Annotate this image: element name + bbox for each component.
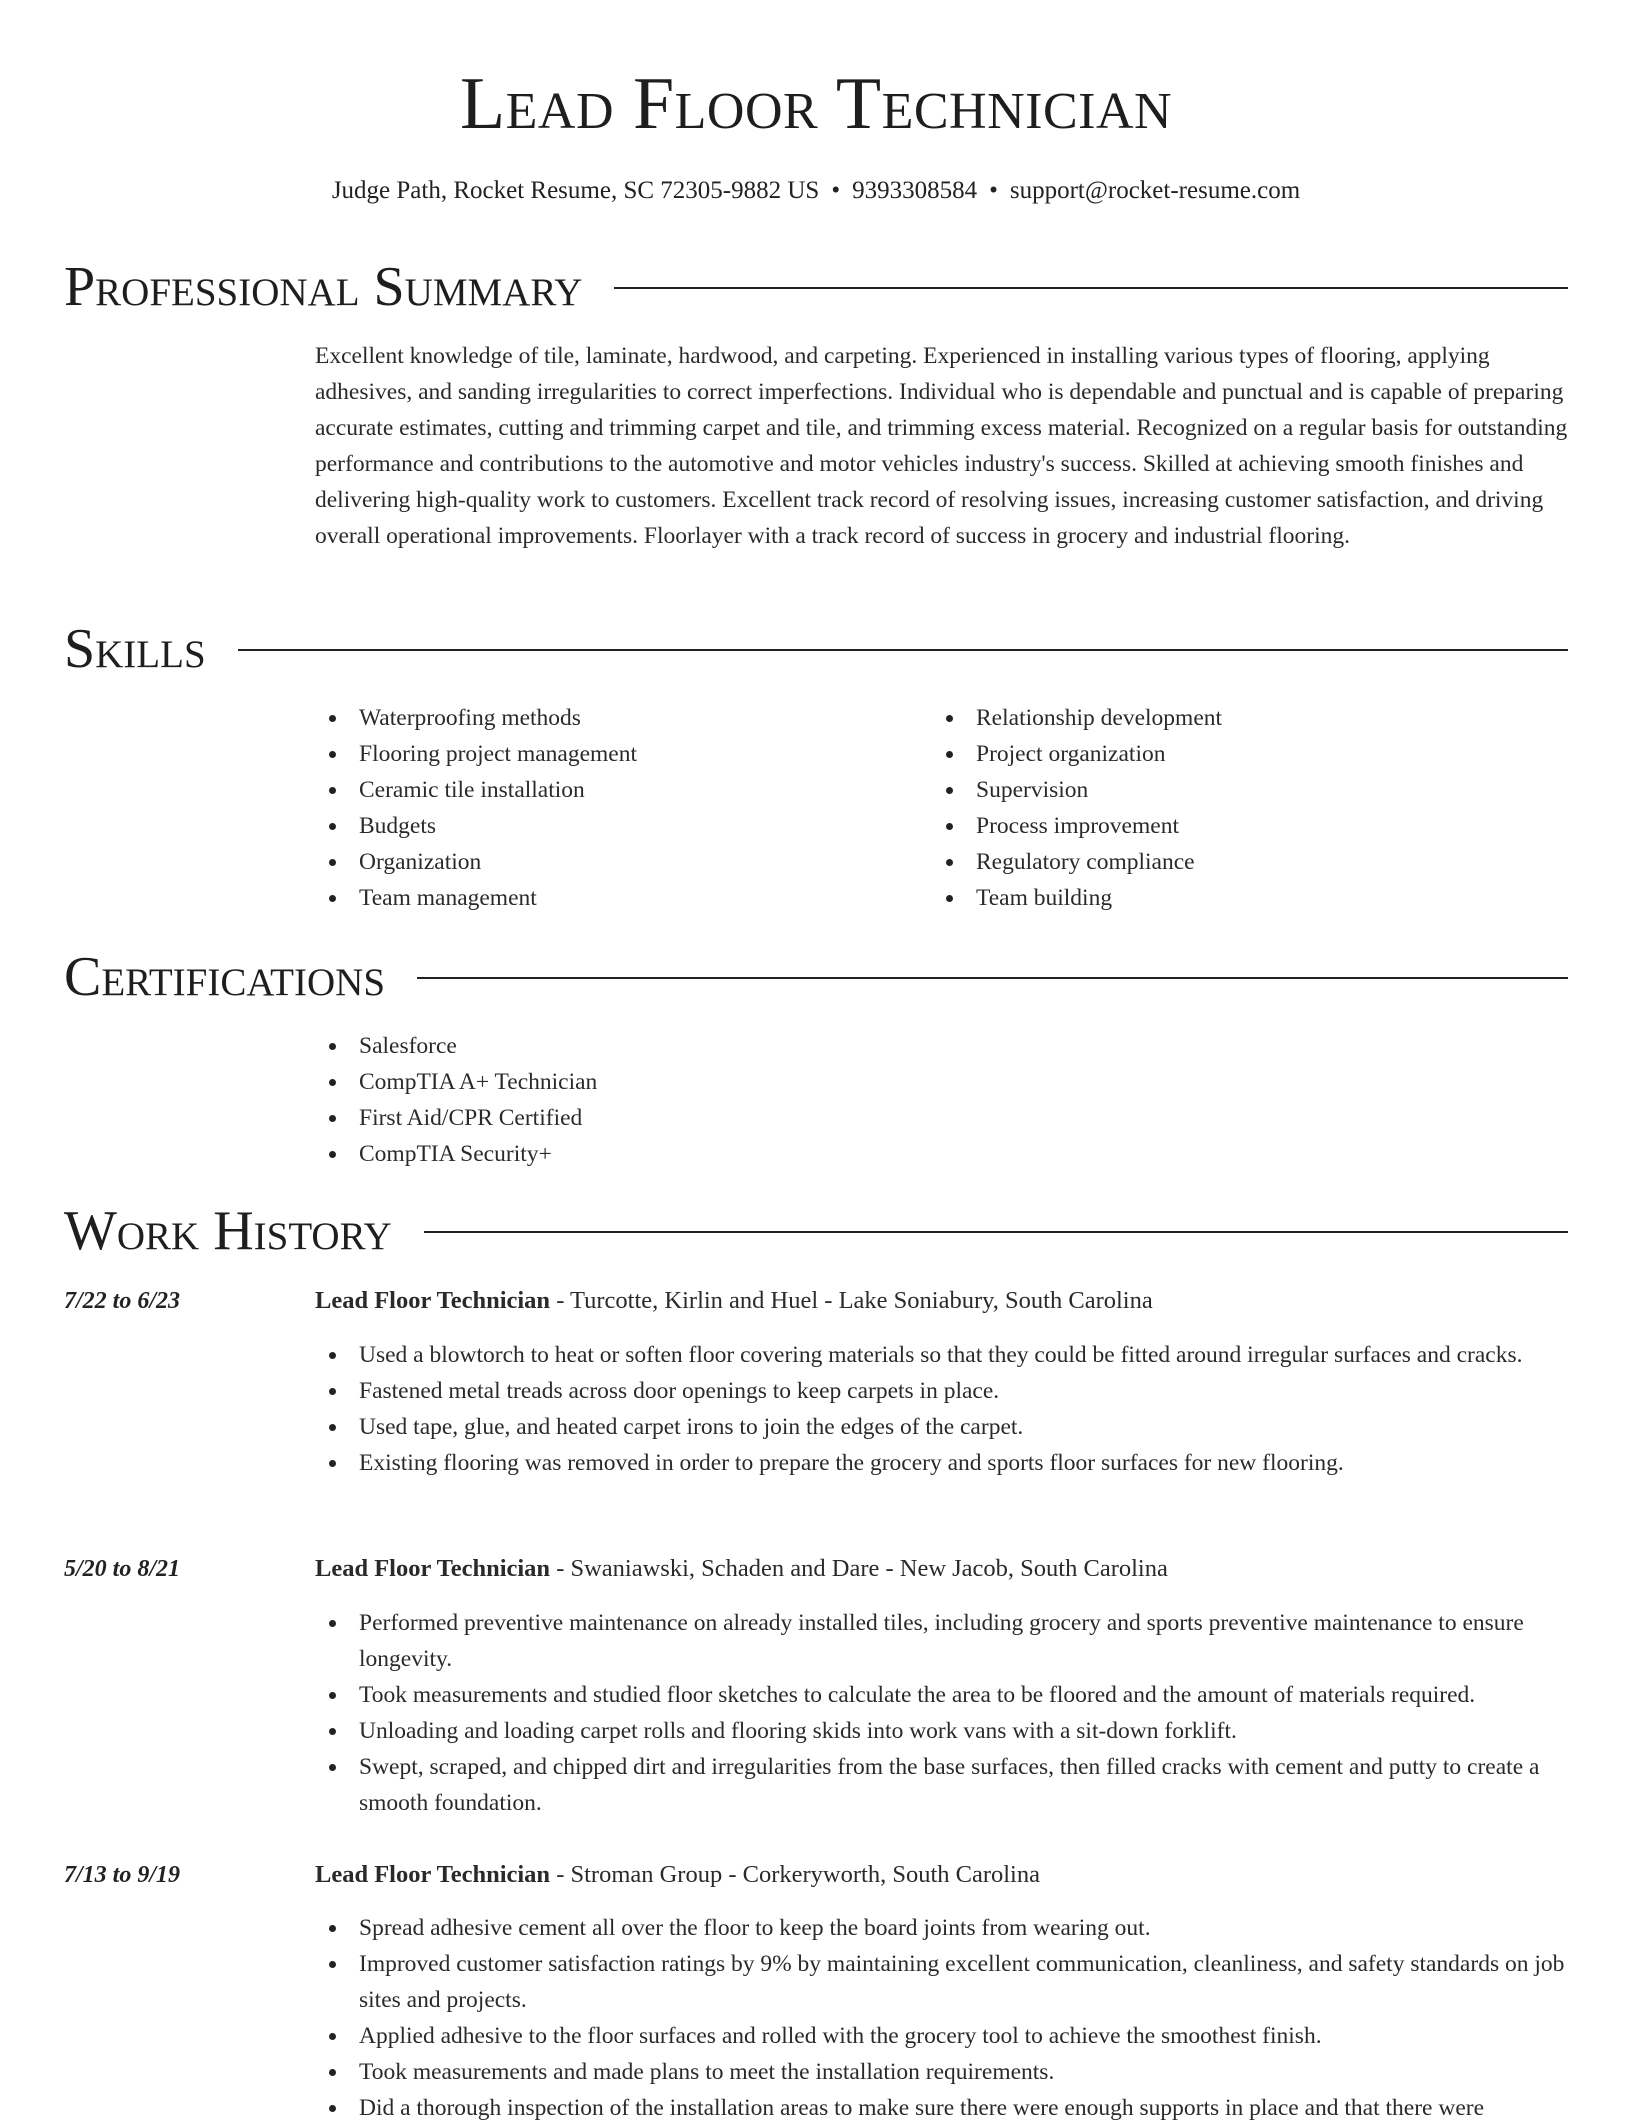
certifications-list (315, 1028, 1570, 1172)
summary-text: Excellent knowledge of tile, laminate, hardwood, and carpeting. Experienced in installing various types of flooring, applying adhesives, and sanding irregularities to correct imperfections. Individual who is dependable and punctual and is capable of preparing accurate estimates, cutting and trimming carpet and tile, and trimming excess material. Recognized on a regular basis for outstanding performance and contributions to the automotive and motor vehicles industry's success. Skilled at achieving smooth finishes and delivering high-quality work to customers. Excellent track record of resolving issues, increasing customer satisfaction, and driving overall operational improvements. Floorlayer with a track record of success in grocery and industrial flooring. (315, 343, 1568, 549)
job-bullet: Existing flooring was removed in order to prepare the grocery and sports floor surfaces for new flooring. (315, 1445, 1570, 1481)
section-divider (424, 1231, 1568, 1233)
skill-item: Team building (932, 880, 1532, 916)
job-bullet: Applied adhesive to the floor surfaces and rolled with the grocery tool to achieve the smoothest finish. (315, 2018, 1570, 2054)
skill-item: Relationship development (932, 700, 1532, 736)
skill-item: Supervision (932, 772, 1532, 808)
job-bullet: Fastened metal treads across door openings to keep carpets in place. (315, 1373, 1570, 1409)
section-title: Work History (64, 1200, 392, 1262)
job-bullet: Did a thorough inspection of the installation areas to make sure there were enough supports in place and that there were (315, 2090, 1570, 2126)
job-role: Lead Floor Technician (315, 1555, 551, 1582)
job-dates: 5/20 to 8/21 (64, 1556, 181, 1582)
job-bullets (315, 1605, 1570, 1821)
job-employer: - Turcotte, Kirlin and Huel - Lake Soniabury, South Carolina (550, 1287, 1153, 1314)
job-title-line (315, 1283, 1570, 1319)
skill-item: Process improvement (932, 808, 1532, 844)
section-title: Certifications (64, 946, 386, 1008)
job-bullets (315, 1910, 1570, 2126)
job-bullet: Spread adhesive cement all over the floor to keep the board joints from wearing out. (315, 1910, 1570, 1946)
skill-item: Regulatory compliance (932, 844, 1532, 880)
section-divider (417, 977, 1568, 979)
section-title: Skills (64, 618, 206, 680)
skills-list-left (315, 700, 915, 916)
job-title-line (315, 1857, 1570, 1893)
contact-separator: • (831, 177, 841, 204)
section-divider (614, 287, 1568, 289)
job-dates: 7/13 to 9/19 (64, 1862, 181, 1888)
skill-item: Budgets (315, 808, 915, 844)
job-bullet: Took measurements and made plans to meet the installation requirements. (315, 2054, 1570, 2090)
job-title-line (315, 1551, 1570, 1587)
job-bullet: Swept, scraped, and chipped dirt and irregularities from the base surfaces, then filled cracks with cement and putty to create a smooth foundation. (315, 1749, 1570, 1821)
job-role: Lead Floor Technician (315, 1861, 551, 1888)
section-title: Professional Summary (64, 256, 583, 318)
contact-address: Judge Path, Rocket Resume, SC 72305-9882 US (331, 177, 820, 204)
job-employer: - Swaniawski, Schaden and Dare - New Jacob, South Carolina (550, 1555, 1168, 1582)
contact-email: support@rocket-resume.com (1009, 177, 1301, 204)
certification-item: First Aid/CPR Certified (315, 1100, 1570, 1136)
skill-item: Flooring project management (315, 736, 915, 772)
skill-item: Project organization (932, 736, 1532, 772)
job-bullet: Used tape, glue, and heated carpet irons to join the edges of the carpet. (315, 1409, 1570, 1445)
section-skills-header (64, 614, 1568, 684)
job-bullets (315, 1337, 1570, 1481)
section-summary-header (64, 252, 1568, 322)
job-bullet: Performed preventive maintenance on already installed tiles, including grocery and sports preventive maintenance to ensure longevity. (315, 1605, 1570, 1677)
job-bullet: Improved customer satisfaction ratings by 9% by maintaining excellent communication, cleanliness, and safety standards on job sites and projects. (315, 1946, 1570, 2018)
job-bullet: Unloading and loading carpet rolls and flooring skids into work vans with a sit-down forklift. (315, 1713, 1570, 1749)
skill-item: Waterproofing methods (315, 700, 915, 736)
skill-item: Team management (315, 880, 915, 916)
section-work-history-header (64, 1196, 1568, 1266)
contact-line (0, 175, 1632, 207)
skill-item: Organization (315, 844, 915, 880)
certification-item: CompTIA A+ Technician (315, 1064, 1570, 1100)
resume-name: Lead Floor Technician (459, 63, 1173, 145)
job-dates: 7/22 to 6/23 (64, 1288, 181, 1314)
skills-list-right (932, 700, 1532, 916)
contact-separator: • (989, 177, 998, 204)
job-role: Lead Floor Technician (315, 1287, 551, 1314)
skill-item: Ceramic tile installation (315, 772, 915, 808)
section-certifications-header (64, 942, 1568, 1012)
job-bullet: Took measurements and studied floor sketches to calculate the area to be floored and the amount of materials required. (315, 1677, 1570, 1713)
section-divider (238, 649, 1568, 651)
certification-item: CompTIA Security+ (315, 1136, 1570, 1172)
certification-item: Salesforce (315, 1028, 1570, 1064)
job-employer: - Stroman Group - Corkeryworth, South Carolina (550, 1861, 1040, 1888)
contact-phone: 9393308584 (852, 177, 978, 204)
job-bullet: Used a blowtorch to heat or soften floor covering materials so that they could be fitted around irregular surfaces and cracks. (315, 1337, 1570, 1373)
